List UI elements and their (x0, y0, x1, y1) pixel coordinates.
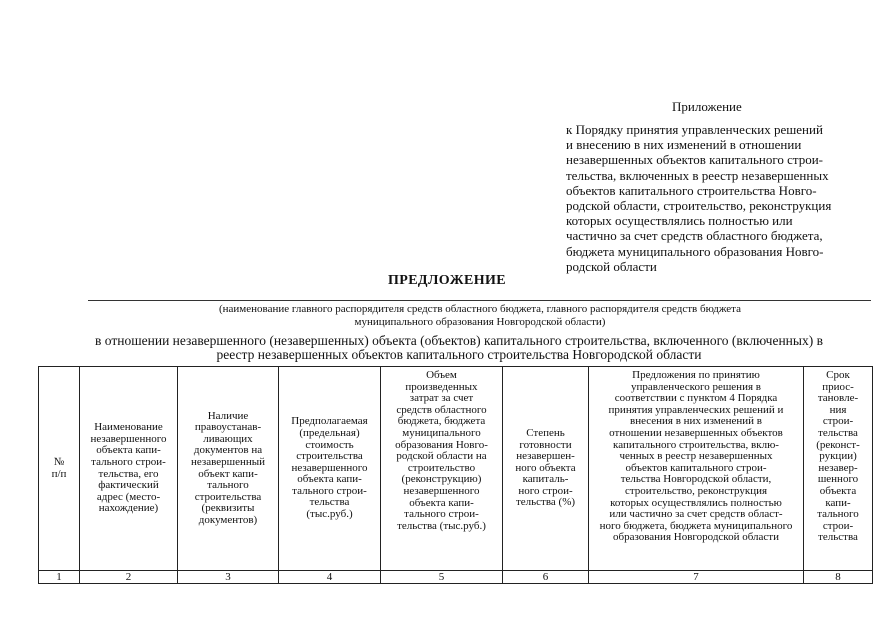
column-header-line: документов на (193, 444, 263, 457)
column-header-line: тального строи- (404, 508, 479, 521)
column-header-line: тельства (818, 426, 858, 439)
column-header-line: строительство, реконструкция (624, 484, 768, 497)
column-number-cell: 1 (39, 571, 80, 584)
column-header-line: нахождение) (98, 502, 159, 515)
column-header-line: незавершенного (90, 432, 167, 445)
column-number-cell: 7 (589, 571, 804, 584)
column-header-line: Предложения по принятию (632, 369, 760, 381)
fill-in-line (88, 300, 871, 301)
column-header-line: объектов капитального строи- (625, 461, 767, 474)
column-header-line: приос- (822, 380, 854, 393)
column-header-line: правоустанав- (194, 421, 262, 434)
column-header-3 (178, 367, 279, 571)
column-header-line: (предельная) (299, 426, 360, 439)
column-number-cell: 2 (80, 571, 178, 584)
column-header-6 (503, 367, 589, 571)
column-header-line: тельства (%) (515, 496, 576, 509)
column-header-line: (тыс.руб.) (306, 508, 353, 521)
column-header-line: капиталь- (522, 473, 569, 486)
column-header-line: строительства (296, 450, 363, 463)
column-header-line: стоимость (305, 438, 354, 451)
column-header-line: Степень (526, 426, 565, 439)
column-header-line: Объем (426, 369, 457, 381)
column-header-7 (589, 367, 804, 571)
column-header-line: капи- (825, 496, 851, 509)
column-header-line: незавершенный (190, 455, 266, 468)
column-header-line: ливающих (203, 432, 253, 445)
column-header-line: строительства (194, 490, 262, 503)
column-number-cell: 4 (279, 571, 381, 584)
column-header-text (382, 370, 501, 532)
appendix-text-line: незавершенных объектов капитального строи- (566, 152, 824, 168)
column-header-line: ченных в реестр незавершенных (619, 450, 773, 463)
column-header-line: п/п (51, 467, 67, 480)
column-header-line: тельства (818, 531, 858, 544)
column-header-line: произведенных (405, 380, 478, 393)
column-header-text (280, 416, 379, 520)
appendix-text-line: родской области (566, 258, 657, 274)
column-header-line: тального строи- (292, 484, 367, 497)
column-header-line: (реконст- (816, 438, 860, 451)
appendix-text-line: тельства, включенных в реестр незавершенных (566, 167, 829, 183)
column-header-line: капитального строительства, вклю- (613, 438, 779, 451)
column-header-line: затрат за счет (409, 392, 474, 405)
column-header-text (805, 370, 871, 544)
column-header-line: образования Новгородской области (612, 531, 779, 544)
column-header-line: тального (817, 508, 859, 521)
appendix-text-line: объектов капитального строительства Новго- (566, 182, 817, 198)
column-header-line: ного объекта (515, 461, 576, 474)
column-header-line: тального (207, 479, 249, 492)
column-header-line: ния (829, 403, 847, 416)
column-header-5 (381, 367, 503, 571)
column-number-cell: 6 (503, 571, 589, 584)
column-header-line: или частично за счет средств област- (609, 508, 783, 521)
column-header-line: (реконструкцию) (401, 473, 482, 486)
column-header-line: Наличие (207, 409, 249, 422)
column-header-text (81, 422, 176, 515)
column-header-line: соответствии с пунктом 4 Порядка (614, 392, 778, 405)
column-header-line: документов) (198, 513, 258, 526)
column-header-line: готовности (519, 438, 572, 451)
column-header-text (504, 428, 587, 509)
column-header-line: которых осуществлялись полностью (610, 496, 782, 509)
column-header-line: адрес (место- (96, 490, 161, 503)
column-header-text (590, 370, 802, 544)
column-header-line: незавершенного (403, 484, 480, 497)
appendix-text-line: родской области, строительство, реконструкция (566, 198, 832, 214)
column-header-line: внесения в них изменений в (630, 415, 762, 428)
column-header-line: родской области на (396, 450, 487, 463)
document-title: ПРЕДЛОЖЕНИЕ (387, 273, 507, 288)
column-header-line: ного строи- (518, 484, 573, 497)
column-header-line: муниципального (402, 426, 481, 439)
column-header-line: объекта капи- (409, 496, 474, 509)
column-header-line: тельства (309, 496, 350, 509)
column-header-line: незавершен- (516, 450, 575, 463)
column-header-line: тановле- (817, 392, 859, 405)
column-number-cell: 8 (804, 571, 873, 584)
column-header-line: объекта (819, 484, 857, 497)
appendix-text (566, 122, 866, 274)
appendix-text-line: и внесению в них изменений в отношении (566, 137, 802, 153)
column-header-line: Предполагаемая (291, 415, 368, 428)
appendix-text-line: которых осуществлялись полностью или (566, 213, 793, 229)
intro-text-line: реестр незавершенных объектов капитального строительства Новгородской области (216, 347, 702, 362)
column-header-line: управленческого решения в (631, 380, 761, 393)
hint-text-line: муниципального образования Новгородской области) (354, 315, 606, 328)
column-header-line: рукции) (819, 450, 857, 463)
column-header-line: средств областного (396, 403, 487, 416)
intro-text (44, 334, 874, 362)
fill-in-hint (120, 303, 840, 328)
column-header-line: объект капи- (198, 467, 258, 480)
intro-text-line: в отношении незавершенного (незавершенных) объекта (объектов) капитального строительства, включенного (включенных) в (95, 333, 823, 348)
column-header-line: Наименование (94, 421, 163, 434)
column-header-1 (39, 367, 80, 571)
column-number-row (39, 571, 873, 584)
column-header-8 (804, 367, 873, 571)
column-header-line: шенного (817, 473, 859, 486)
column-header-line: бюджета, бюджета (397, 415, 486, 428)
column-header-line: фактический (98, 479, 159, 492)
table-header-row (39, 367, 873, 571)
column-header-line: объекта капи- (96, 444, 161, 457)
column-header-line: отношении незавершенных объектов (609, 426, 783, 439)
column-header-line: незавершенного (291, 461, 368, 474)
column-header-4 (279, 367, 381, 571)
column-header-line: образования Новго- (395, 438, 488, 451)
column-header-line: строи- (822, 519, 854, 532)
hint-text-line: (наименование главного распорядителя средств областного бюджета, главного распорядителя средств бюджета (218, 303, 742, 315)
column-header-text (179, 411, 277, 527)
appendix-title: Приложение (672, 99, 742, 114)
appendix-text-line: бюджета муниципального образования Новго- (566, 243, 824, 259)
appendix-text-line: к Порядку принятия управленческих решений (566, 122, 823, 137)
proposal-table (38, 366, 873, 584)
column-header-line: Срок (826, 369, 850, 381)
column-header-text (40, 457, 78, 480)
column-header-line: ного бюджета, бюджета муниципального (599, 519, 793, 532)
column-header-line: тельства (тыс.руб.) (397, 519, 486, 532)
column-number-cell: 5 (381, 571, 503, 584)
column-header-line: тального строи- (91, 455, 166, 468)
column-header-line: тельства Новгородской области, (620, 473, 772, 486)
column-header-2 (80, 367, 178, 571)
column-header-line: незавер- (818, 461, 858, 474)
column-header-line: тельства, его (98, 467, 159, 480)
column-header-line: (реквизиты (201, 502, 255, 515)
column-header-line: строи- (822, 415, 854, 428)
column-header-line: объекта капи- (297, 473, 362, 486)
column-header-line: № (53, 455, 65, 468)
appendix-text-line: частично за счет средств областного бюджета, (566, 228, 823, 244)
column-header-line: строительство (407, 461, 476, 474)
column-header-line: принятия управленческих решений и (608, 403, 784, 416)
column-number-cell: 3 (178, 571, 279, 584)
